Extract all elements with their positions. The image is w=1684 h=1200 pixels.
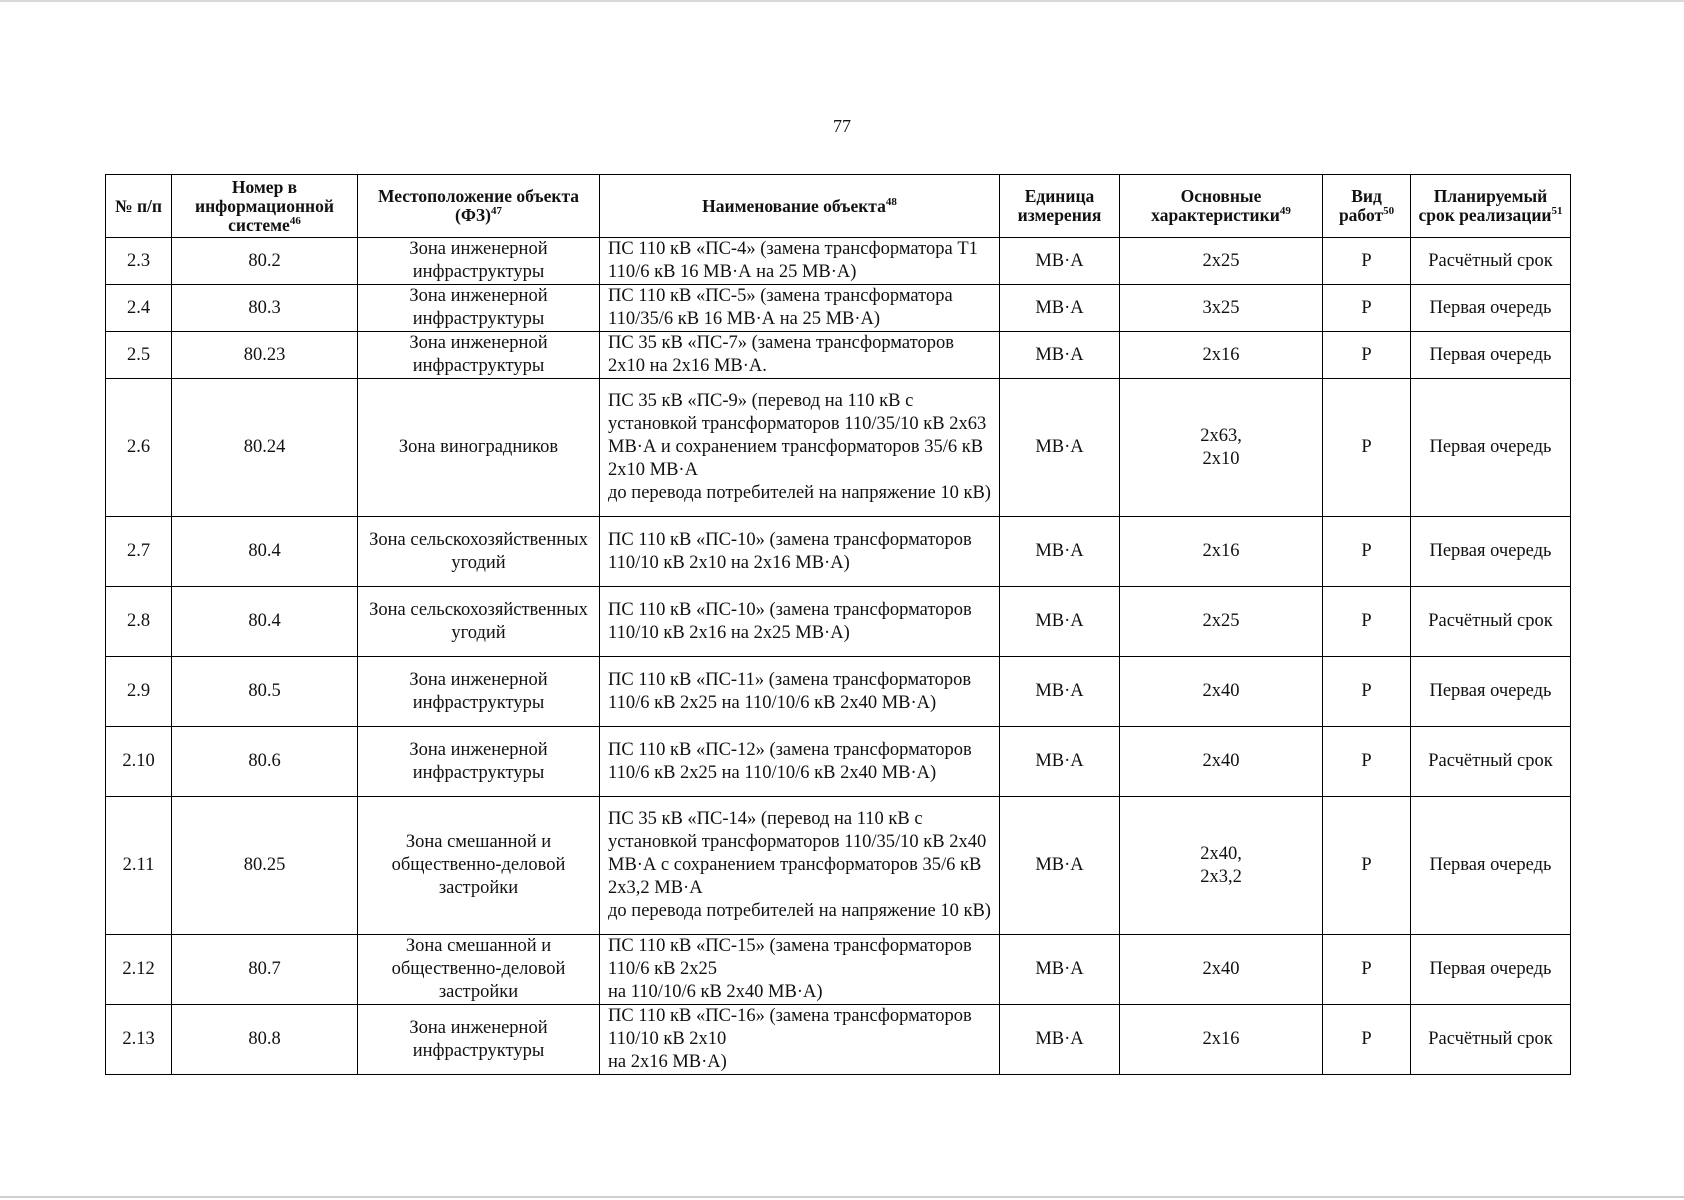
cell-term: Первая очередь bbox=[1411, 332, 1571, 379]
cell-object-name: ПС 35 кВ «ПС-9» (перевод на 110 кВ с установкой трансформаторов 110/35/10 кВ 2х63 МВ·А и сохранением трансформаторов 35/6 кВ 2х10 МВ·А до перевода потребителей на напряжение 10 кВ) bbox=[600, 379, 1000, 517]
cell-work-type: Р bbox=[1323, 587, 1411, 657]
cell-characteristics: 2х16 bbox=[1120, 517, 1323, 587]
table-row bbox=[106, 285, 1571, 332]
header-unit: Единица измерения bbox=[1000, 175, 1120, 238]
cell-term: Первая очередь bbox=[1411, 797, 1571, 935]
table-row bbox=[106, 332, 1571, 379]
cell-work-type: Р bbox=[1323, 332, 1411, 379]
cell-unit: МВ·А bbox=[1000, 727, 1120, 797]
cell-system-code: 80.4 bbox=[172, 587, 358, 657]
cell-term: Первая очередь bbox=[1411, 657, 1571, 727]
cell-unit: МВ·А bbox=[1000, 797, 1120, 935]
cell-characteristics: 2х40 bbox=[1120, 935, 1323, 1005]
cell-characteristics: 3х25 bbox=[1120, 285, 1323, 332]
cell-work-type: Р bbox=[1323, 797, 1411, 935]
scan-edge-top bbox=[0, 0, 1684, 2]
cell-characteristics: 2х16 bbox=[1120, 1005, 1323, 1075]
cell-number: 2.6 bbox=[106, 379, 172, 517]
page-number: 77 bbox=[833, 116, 851, 136]
cell-work-type: Р bbox=[1323, 285, 1411, 332]
cell-number: 2.12 bbox=[106, 935, 172, 1005]
header-number: № п/п bbox=[106, 175, 172, 238]
cell-system-code: 80.23 bbox=[172, 332, 358, 379]
cell-system-code: 80.24 bbox=[172, 379, 358, 517]
table-header-row bbox=[106, 175, 1571, 238]
cell-location: Зона инженерной инфраструктуры bbox=[358, 332, 600, 379]
table-row bbox=[106, 379, 1571, 517]
cell-object-name: ПС 110 кВ «ПС-10» (замена трансформаторов 110/10 кВ 2х10 на 2х16 МВ·А) bbox=[600, 517, 1000, 587]
cell-location: Зона инженерной инфраструктуры bbox=[358, 238, 600, 285]
cell-unit: МВ·А bbox=[1000, 517, 1120, 587]
table-row bbox=[106, 238, 1571, 285]
cell-work-type: Р bbox=[1323, 657, 1411, 727]
cell-characteristics: 2х40 bbox=[1120, 657, 1323, 727]
cell-term: Первая очередь bbox=[1411, 935, 1571, 1005]
cell-number: 2.13 bbox=[106, 1005, 172, 1075]
cell-term: Расчётный срок bbox=[1411, 727, 1571, 797]
cell-object-name: ПС 110 кВ «ПС-12» (замена трансформаторов 110/6 кВ 2х25 на 110/10/6 кВ 2х40 МВ·А) bbox=[600, 727, 1000, 797]
table-row bbox=[106, 727, 1571, 797]
cell-object-name: ПС 110 кВ «ПС-10» (замена трансформаторов 110/10 кВ 2х16 на 2х25 МВ·А) bbox=[600, 587, 1000, 657]
cell-number: 2.8 bbox=[106, 587, 172, 657]
cell-system-code: 80.8 bbox=[172, 1005, 358, 1075]
cell-number: 2.10 bbox=[106, 727, 172, 797]
cell-location: Зона инженерной инфраструктуры bbox=[358, 285, 600, 332]
cell-system-code: 80.4 bbox=[172, 517, 358, 587]
cell-work-type: Р bbox=[1323, 727, 1411, 797]
cell-unit: МВ·А bbox=[1000, 332, 1120, 379]
table-row bbox=[106, 657, 1571, 727]
cell-unit: МВ·А bbox=[1000, 1005, 1120, 1075]
cell-location: Зона сельскохозяйственных угодий bbox=[358, 517, 600, 587]
cell-number: 2.11 bbox=[106, 797, 172, 935]
cell-characteristics: 2х40 bbox=[1120, 727, 1323, 797]
cell-characteristics: 2х40, 2х3,2 bbox=[1120, 797, 1323, 935]
table-row bbox=[106, 517, 1571, 587]
cell-unit: МВ·А bbox=[1000, 587, 1120, 657]
table-row bbox=[106, 797, 1571, 935]
cell-term: Расчётный срок bbox=[1411, 587, 1571, 657]
header-system-code: Номер в информационной системе$^{46}$ bbox=[172, 175, 358, 238]
cell-number: 2.9 bbox=[106, 657, 172, 727]
table-row bbox=[106, 935, 1571, 1005]
cell-location: Зона сельскохозяйственных угодий bbox=[358, 587, 600, 657]
cell-characteristics: 2х16 bbox=[1120, 332, 1323, 379]
cell-number: 2.5 bbox=[106, 332, 172, 379]
cell-location: Зона смешанной и общественно-деловой застройки bbox=[358, 797, 600, 935]
cell-system-code: 80.7 bbox=[172, 935, 358, 1005]
cell-term: Расчётный срок bbox=[1411, 1005, 1571, 1075]
cell-system-code: 80.2 bbox=[172, 238, 358, 285]
cell-object-name: ПС 110 кВ «ПС-4» (замена трансформатора Т1 110/6 кВ 16 МВ·А на 25 МВ·А) bbox=[600, 238, 1000, 285]
cell-system-code: 80.25 bbox=[172, 797, 358, 935]
cell-work-type: Р bbox=[1323, 238, 1411, 285]
cell-location: Зона инженерной инфраструктуры bbox=[358, 657, 600, 727]
cell-number: 2.4 bbox=[106, 285, 172, 332]
cell-unit: МВ·А bbox=[1000, 238, 1120, 285]
cell-term: Первая очередь bbox=[1411, 379, 1571, 517]
header-characteristics: Основные характеристики$^{49}$ bbox=[1120, 175, 1323, 238]
cell-object-name: ПС 110 кВ «ПС-16» (замена трансформаторов 110/10 кВ 2х10 на 2х16 МВ·А) bbox=[600, 1005, 1000, 1075]
cell-system-code: 80.3 bbox=[172, 285, 358, 332]
cell-unit: МВ·А bbox=[1000, 935, 1120, 1005]
header-location: Местоположение объекта (ФЗ)$^{47}$ bbox=[358, 175, 600, 238]
cell-unit: МВ·А bbox=[1000, 657, 1120, 727]
cell-characteristics: 2х25 bbox=[1120, 587, 1323, 657]
cell-system-code: 80.6 bbox=[172, 727, 358, 797]
cell-object-name: ПС 110 кВ «ПС-5» (замена трансформатора 110/35/6 кВ 16 МВ·А на 25 МВ·А) bbox=[600, 285, 1000, 332]
table-row bbox=[106, 1005, 1571, 1075]
cell-location: Зона виноградников bbox=[358, 379, 600, 517]
header-term: Планируемый срок реализации$^{51}$ bbox=[1411, 175, 1571, 238]
cell-object-name: ПС 110 кВ «ПС-11» (замена трансформаторов 110/6 кВ 2х25 на 110/10/6 кВ 2х40 МВ·А) bbox=[600, 657, 1000, 727]
cell-characteristics: 2х25 bbox=[1120, 238, 1323, 285]
cell-object-name: ПС 35 кВ «ПС-14» (перевод на 110 кВ с установкой трансформаторов 110/35/10 кВ 2х40 МВ·А с сохранением трансформаторов 35/6 кВ 2х3,2 МВ·А до перевода потребителей на напряжение 10 кВ) bbox=[600, 797, 1000, 935]
header-work-type: Вид работ$^{50}$ bbox=[1323, 175, 1411, 238]
cell-location: Зона инженерной инфраструктуры bbox=[358, 727, 600, 797]
cell-work-type: Р bbox=[1323, 379, 1411, 517]
scan-edge-bottom bbox=[0, 1196, 1684, 1198]
cell-characteristics: 2х63, 2х10 bbox=[1120, 379, 1323, 517]
cell-term: Первая очередь bbox=[1411, 285, 1571, 332]
cell-number: 2.7 bbox=[106, 517, 172, 587]
cell-unit: МВ·А bbox=[1000, 285, 1120, 332]
cell-unit: МВ·А bbox=[1000, 379, 1120, 517]
cell-work-type: Р bbox=[1323, 1005, 1411, 1075]
table-row bbox=[106, 587, 1571, 657]
cell-work-type: Р bbox=[1323, 517, 1411, 587]
cell-location: Зона смешанной и общественно-деловой застройки bbox=[358, 935, 600, 1005]
infrastructure-table bbox=[105, 174, 1571, 1075]
cell-work-type: Р bbox=[1323, 935, 1411, 1005]
cell-term: Первая очередь bbox=[1411, 517, 1571, 587]
cell-system-code: 80.5 bbox=[172, 657, 358, 727]
cell-number: 2.3 bbox=[106, 238, 172, 285]
header-object-name: Наименование объекта$^{48}$ bbox=[600, 175, 1000, 238]
cell-object-name: ПС 35 кВ «ПС-7» (замена трансформаторов 2х10 на 2х16 МВ·А. bbox=[600, 332, 1000, 379]
cell-object-name: ПС 110 кВ «ПС-15» (замена трансформаторов 110/6 кВ 2х25 на 110/10/6 кВ 2х40 МВ·А) bbox=[600, 935, 1000, 1005]
cell-term: Расчётный срок bbox=[1411, 238, 1571, 285]
cell-location: Зона инженерной инфраструктуры bbox=[358, 1005, 600, 1075]
